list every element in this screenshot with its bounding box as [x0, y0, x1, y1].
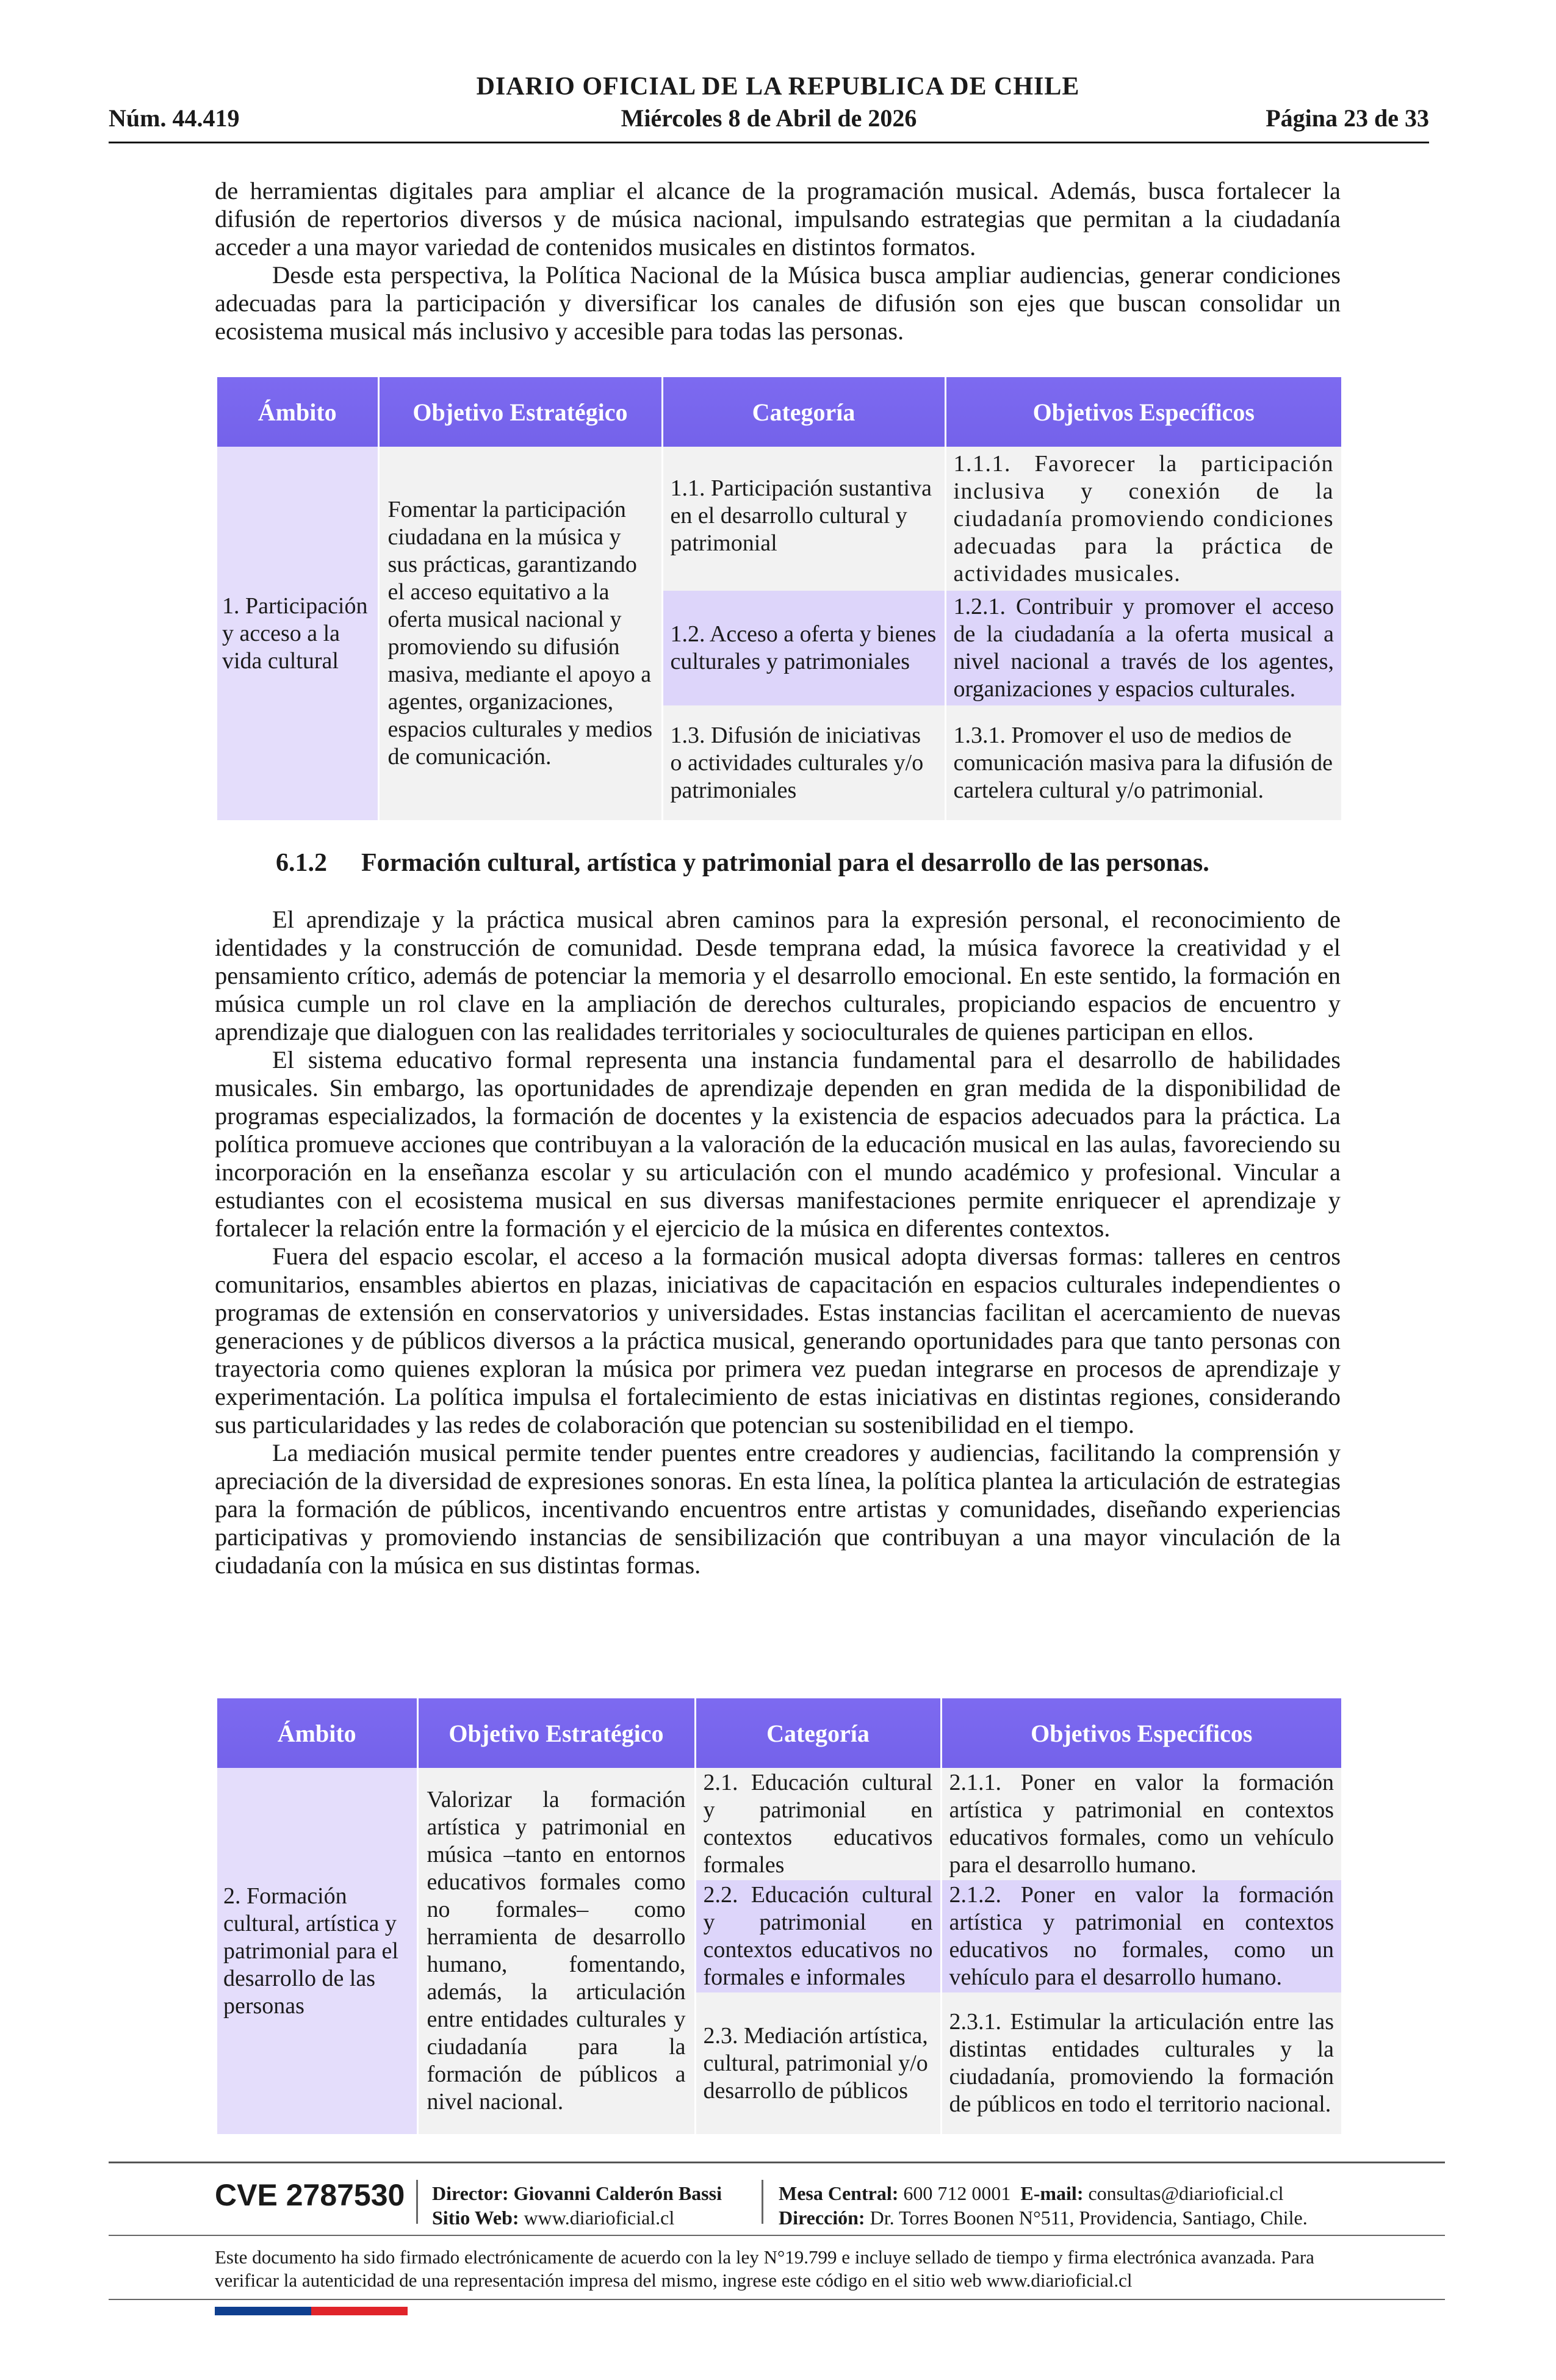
- flag-stripe-blue: [215, 2307, 311, 2315]
- categoria-cell: 2.3. Mediación artística, cultural, patrimonial y/o desarrollo de públicos: [695, 1992, 941, 2134]
- section-text: [215, 906, 1341, 1579]
- footer-contact-block: [779, 2181, 1308, 2230]
- objectives-table-2: [217, 1698, 1341, 2134]
- table-header-row: [217, 1698, 1341, 1768]
- mesa-label: Mesa Central:: [779, 2182, 899, 2204]
- table-row: [217, 1768, 1341, 1880]
- footer-separator: [416, 2180, 418, 2224]
- categoria-cell: 2.2. Educación cultural y patrimonial en contextos educativos no formales e informales: [695, 1880, 941, 1992]
- section-paragraph-1: El aprendizaje y la práctica musical abren caminos para la expresión personal, el reconocimiento de identidades y la construcción de comunidad. Desde temprana edad, la música favorece la creatividad y el pensamiento crítico, además de potenciar la memoria y el desarrollo emocional. En este sentido, la formación en música cumple un rol clave en la ampliación de derechos culturales, propiciando espacios de encuentro y aprendizaje que dialoguen con las realidades territoriales y socioculturales de quienes participan en ellos.: [215, 906, 1341, 1045]
- flag-stripe-red: [311, 2307, 408, 2315]
- header-especificos: Objetivos Específicos: [941, 1698, 1341, 1768]
- header-objetivo: Objetivo Estratégico: [417, 1698, 695, 1768]
- ambito-cell: 1. Participación y acceso a la vida cultural: [217, 447, 378, 820]
- intro-paragraph-2: Desde esta perspectiva, la Política Nacional de la Música busca ampliar audiencias, generar condiciones adecuadas para la participación y diversificar los canales de difusión son ejes que buscan consolidar un ecosistema musical más inclusivo y accesible para todas las personas.: [215, 261, 1341, 345]
- email-label: E-mail:: [1020, 2182, 1084, 2204]
- especifico-cell: 2.3.1. Estimular la articulación entre las distintas entidades culturales y la ciudadanía, promoviendo la formación de públicos en todo el territorio nacional.: [941, 1992, 1341, 2134]
- table-row: [217, 447, 1341, 591]
- section-number: 6.1.2: [276, 849, 327, 877]
- header-objetivo: Objetivo Estratégico: [378, 377, 662, 447]
- issue-date: Miércoles 8 de Abril de 2026: [621, 104, 917, 132]
- table-header-row: [217, 377, 1341, 447]
- address-label: Dirección:: [779, 2207, 865, 2229]
- header-divider: [109, 142, 1429, 143]
- header-especificos: Objetivos Específicos: [945, 377, 1341, 447]
- ambito-cell: 2. Formación cultural, artística y patrimonial para el desarrollo de las personas: [217, 1768, 417, 2134]
- header-ambito: Ámbito: [217, 1698, 417, 1768]
- newspaper-title: DIARIO OFICIAL DE LA REPUBLICA DE CHILE: [476, 73, 1080, 101]
- director-label: Director:: [432, 2182, 509, 2204]
- section-heading: [276, 848, 1209, 878]
- categoria-cell: 1.3. Difusión de iniciativas o actividades culturales y/o patrimoniales: [662, 705, 945, 820]
- footer-director-block: [432, 2181, 722, 2230]
- footer-separator: [762, 2180, 763, 2224]
- director-name: Giovanni Calderón Bassi: [513, 2182, 722, 2204]
- email-link[interactable]: consultas@diarioficial.cl: [1088, 2182, 1284, 2204]
- mesa-phone: 600 712 0001: [903, 2182, 1011, 2204]
- objectives-table-1: [217, 377, 1341, 820]
- signature-notice: Este documento ha sido firmado electrónicamente de acuerdo con la ley N°19.799 e incluye sellado de tiempo y firma electrónica avanzada. Para verificar la autenticidad de una representación impresa del mismo, ingrese este código en el sitio web www.diarioficial.cl: [215, 2246, 1314, 2291]
- cve-code: CVE 2787530: [215, 2178, 405, 2212]
- categoria-cell: 1.1. Participación sustantiva en el desarrollo cultural y patrimonial: [662, 447, 945, 591]
- footer-divider: [109, 2299, 1445, 2300]
- section-paragraph-4: La mediación musical permite tender puentes entre creadores y audiencias, facilitando la comprensión y apreciación de la diversidad de expresiones sonoras. En esta línea, la política plantea la articulación de estrategias para la formación de públicos, incentivando encuentros entre artistas y comunidades, diseñando experiencias participativas y promoviendo instancias de sensibilización que contribuyan a una mayor vinculación de la ciudadanía con la música en sus distintas formas.: [215, 1439, 1341, 1579]
- issue-number: Núm. 44.419: [109, 104, 240, 132]
- header-row: [109, 104, 1429, 137]
- header-categoria: Categoría: [662, 377, 945, 447]
- section-paragraph-2: El sistema educativo formal representa una instancia fundamental para el desarrollo de habilidades musicales. Sin embargo, las oportunidades de aprendizaje dependen en gran medida de la disponibilidad de programas especializados, la formación de docentes y la existencia de espacios adecuados para la práctica. La política promueve acciones que contribuyan a la valoración de la educación musical en las aulas, favoreciendo su incorporación en la enseñanza escolar y su articulación con el mundo académico y profesional. Vincular a estudiantes con el ecosistema musical en sus diversas manifestaciones permite enriquecer el aprendizaje y fortalecer la relación entre la formación y el ejercicio de la música en diferentes contextos.: [215, 1046, 1341, 1242]
- website-label: Sitio Web:: [432, 2207, 519, 2229]
- intro-paragraph-1: de herramientas digitales para ampliar el alcance de la programación musical. Además, busca fortalecer la difusión de repertorios diversos y de música nacional, impulsando estrategias que permitan a la ciudadanía acceder a una mayor variedad de contenidos musicales en distintos formatos.: [215, 177, 1341, 261]
- header-ambito: Ámbito: [217, 377, 378, 447]
- website-link[interactable]: www.diarioficial.cl: [524, 2207, 675, 2229]
- objetivo-cell: Valorizar la formación artística y patrimonial en música –tanto en entornos educativos formales como no formales– como herramienta de desarrollo humano, fomentando, además, la articulación entre entidades culturales y ciudadanía para la formación de públicos a nivel nacional.: [417, 1768, 695, 2134]
- categoria-cell: 1.2. Acceso a oferta y bienes culturales y patrimoniales: [662, 591, 945, 705]
- especifico-cell: 1.2.1. Contribuir y promover el acceso de la ciudadanía a la oferta musical a nivel nacional a través de los agentes, organizaciones y espacios culturales.: [945, 591, 1341, 705]
- page-number: Página 23 de 33: [1266, 104, 1429, 132]
- especifico-cell: 1.3.1. Promover el uso de medios de comunicación masiva para la difusión de cartelera cultural y/o patrimonial.: [945, 705, 1341, 820]
- especifico-cell: 1.1.1. Favorecer la participación inclusiva y conexión de la ciudadanía promoviendo condiciones adecuadas para la práctica de actividades musicales.: [945, 447, 1341, 591]
- footer-divider: [109, 2162, 1445, 2163]
- section-paragraph-3: Fuera del espacio escolar, el acceso a la formación musical adopta diversas formas: talleres en centros comunitarios, ensambles abiertos en plazas, iniciativas de capacitación en espacios culturales independientes o programas de extensión en conservatorios y universidades. Estas instancias facilitan el acercamiento de nuevas generaciones y de públicos diversos a la práctica musical, generando oportunidades para que tanto personas con trayectoria como quienes exploran la música por primera vez puedan integrarse en procesos de aprendizaje y experimentación. La política impulsa el fortalecimiento de estas iniciativas en distintas regiones, considerando sus particularidades y las redes de colaboración que potencian su sostenibilidad en el tiempo.: [215, 1242, 1341, 1438]
- objetivo-cell: Fomentar la participación ciudadana en la música y sus prácticas, garantizando el acceso equitativo a la oferta musical nacional y promoviendo su difusión masiva, mediante el apoyo a agentes, organizaciones, espacios culturales y medios de comunicación.: [378, 447, 662, 820]
- categoria-cell: 2.1. Educación cultural y patrimonial en contextos educativos formales: [695, 1768, 941, 1880]
- especifico-cell: 2.1.1. Poner en valor la formación artística y patrimonial en contextos educativos formales, como un vehículo para el desarrollo humano.: [941, 1768, 1341, 1880]
- footer-divider: [109, 2235, 1445, 2236]
- address-text: Dr. Torres Boonen N°511, Providencia, Santiago, Chile.: [870, 2207, 1308, 2229]
- section-title: Formación cultural, artística y patrimonial para el desarrollo de las personas.: [361, 849, 1209, 877]
- especifico-cell: 2.1.2. Poner en valor la formación artística y patrimonial en contextos educativos no formales, como un vehículo para el desarrollo humano.: [941, 1880, 1341, 1992]
- header-categoria: Categoría: [695, 1698, 941, 1768]
- intro-text: [215, 177, 1341, 345]
